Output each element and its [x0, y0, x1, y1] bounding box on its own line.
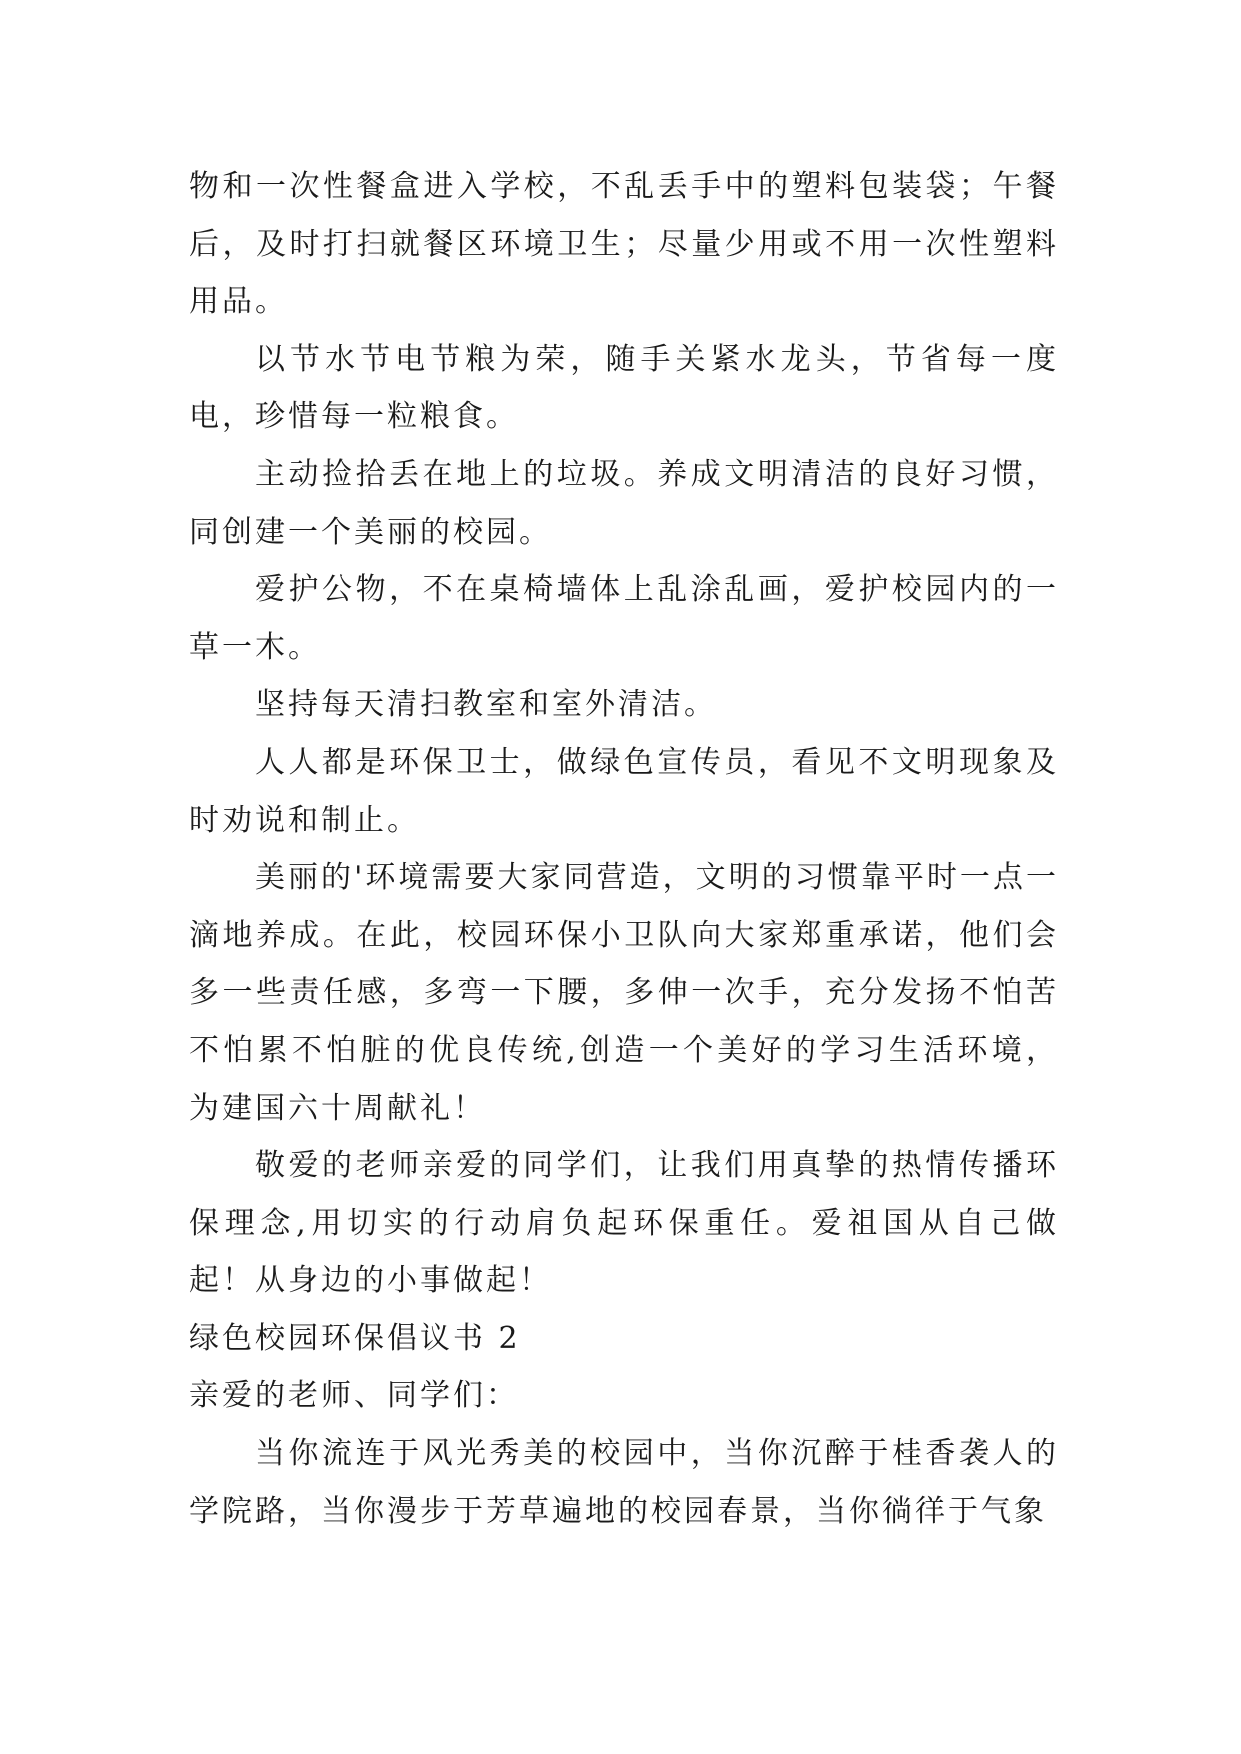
paragraph-continued: 物和一次性餐盒进入学校，不乱丢手中的塑料包装袋；午餐后，及时打扫就餐区环境卫生；尽量少用或不用一次性塑料用品。 [189, 169, 1059, 320]
paragraph-pick-litter: 主动捡拾丢在地上的垃圾。养成文明清洁的良好习惯，同创建一个美丽的校园。 [189, 456, 1059, 550]
paragraph-eco-guard: 人人都是环保卫士，做绿色宣传员，看见不文明现象及时劝说和制止。 [189, 744, 1059, 838]
paragraph-promise: 美丽的'环境需要大家同营造，文明的习惯靠平时一点一滴地养成。在此，校园环保小卫队向大家郑重承诺，他们会多一些责任感，多弯一下腰，多伸一次手，充分发扬不怕苦不怕累不怕脏的优良传统,创造一个美好的学习生活环境，为建国六十周献礼！ [189, 860, 1059, 1126]
section-title: 绿色校园环保倡议书 2 [189, 1320, 521, 1356]
paragraph-intro: 当你流连于风光秀美的校园中，当你沉醉于桂香袭人的学院路，当你漫步于芳草遍地的校园春景，当你徜徉于气象 [189, 1436, 1059, 1529]
document-body [189, 158, 1059, 1540]
paragraph-protect-property: 爱护公物，不在桌椅墙体上乱涂乱画，爱护校园内的一草一木。 [189, 572, 1059, 665]
salutation: 亲爱的老师、同学们： [189, 1378, 519, 1414]
paragraph-save-resources: 以节水节电节粮为荣，随手关紧水龙头，节省每一度电，珍惜每一粒粮食。 [189, 341, 1059, 435]
paragraph-daily-cleaning: 坚持每天清扫教室和室外清洁。 [255, 687, 717, 723]
paragraph-call-to-action: 敬爱的老师亲爱的同学们，让我们用真挚的热情传播环保理念,用切实的行动肩负起环保重任。爱祖国从自己做起！从身边的小事做起！ [189, 1148, 1059, 1299]
